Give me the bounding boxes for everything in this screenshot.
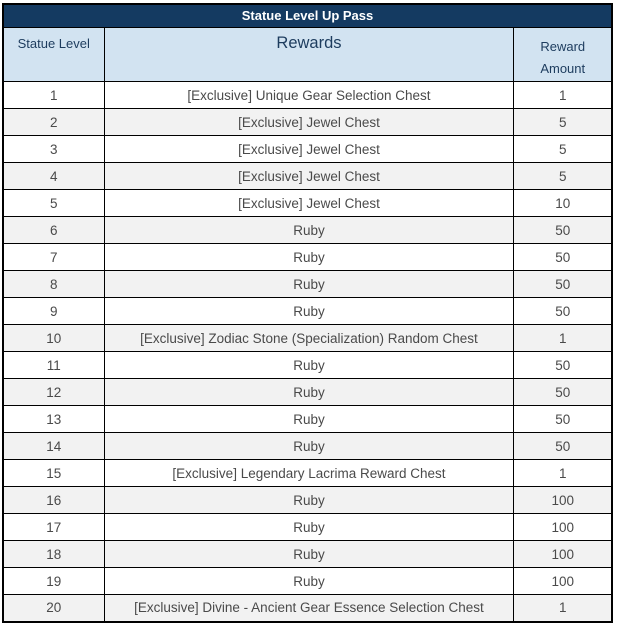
table-row [3,136,612,163]
reward-cell: Ruby [104,568,514,595]
reward-cell: Ruby [104,271,514,298]
table-row [3,82,612,109]
column-header-rewards: Rewards [104,27,514,82]
reward-amount-cell: 50 [514,244,612,271]
reward-amount-cell: 100 [514,487,612,514]
reward-cell: Ruby [104,379,514,406]
reward-amount-cell: 5 [514,136,612,163]
reward-amount-cell: 50 [514,298,612,325]
statue-level-cell: 7 [3,244,104,271]
reward-cell: Ruby [104,352,514,379]
reward-cell: [Exclusive] Unique Gear Selection Chest [104,82,514,109]
reward-amount-cell: 50 [514,352,612,379]
table-row [3,190,612,217]
reward-cell: [Exclusive] Jewel Chest [104,136,514,163]
column-header-statue-level: Statue Level [3,27,104,82]
reward-amount-cell: 100 [514,568,612,595]
reward-cell: Ruby [104,298,514,325]
reward-cell: [Exclusive] Jewel Chest [104,109,514,136]
table-row [3,541,612,568]
statue-level-cell: 10 [3,325,104,352]
table-row [3,217,612,244]
reward-amount-cell: 1 [514,82,612,109]
reward-cell: [Exclusive] Jewel Chest [104,190,514,217]
reward-cell: Ruby [104,541,514,568]
table-row [3,406,612,433]
reward-amount-cell: 50 [514,217,612,244]
statue-level-cell: 14 [3,433,104,460]
table-row [3,163,612,190]
reward-amount-cell: 1 [514,460,612,487]
statue-level-cell: 5 [3,190,104,217]
table-body [3,82,612,622]
statue-level-cell: 20 [3,595,104,622]
statue-level-cell: 1 [3,82,104,109]
table-row [3,271,612,298]
reward-amount-cell: 5 [514,109,612,136]
reward-amount-cell: 5 [514,163,612,190]
statue-level-cell: 6 [3,217,104,244]
reward-amount-cell: 50 [514,271,612,298]
title-row [3,4,612,27]
column-header-row [3,27,612,82]
reward-amount-cell: 10 [514,190,612,217]
statue-level-cell: 11 [3,352,104,379]
statue-level-cell: 8 [3,271,104,298]
column-header-reward-amount: Reward Amount [514,27,612,82]
table-row [3,487,612,514]
table-row [3,433,612,460]
statue-level-cell: 4 [3,163,104,190]
table-row [3,595,612,622]
reward-amount-cell: 50 [514,406,612,433]
table-row [3,460,612,487]
statue-level-cell: 19 [3,568,104,595]
table-row [3,325,612,352]
statue-level-cell: 15 [3,460,104,487]
statue-level-cell: 16 [3,487,104,514]
statue-level-cell: 2 [3,109,104,136]
reward-amount-cell: 1 [514,325,612,352]
reward-cell: Ruby [104,433,514,460]
table-row [3,298,612,325]
table-row [3,379,612,406]
reward-cell: Ruby [104,514,514,541]
table-row [3,352,612,379]
statue-level-cell: 3 [3,136,104,163]
reward-cell: Ruby [104,406,514,433]
reward-cell: Ruby [104,244,514,271]
statue-level-cell: 17 [3,514,104,541]
reward-amount-cell: 50 [514,379,612,406]
table-title: Statue Level Up Pass [3,4,612,27]
table-row [3,568,612,595]
reward-cell: [Exclusive] Divine - Ancient Gear Essence Selection Chest [104,595,514,622]
table-row [3,244,612,271]
statue-level-cell: 12 [3,379,104,406]
statue-level-cell: 9 [3,298,104,325]
table-row [3,514,612,541]
reward-cell: [Exclusive] Jewel Chest [104,163,514,190]
reward-amount-cell: 50 [514,433,612,460]
statue-level-up-pass-table [2,3,613,623]
reward-cell: Ruby [104,487,514,514]
table-row [3,109,612,136]
reward-amount-cell: 1 [514,595,612,622]
reward-amount-cell: 100 [514,541,612,568]
statue-level-cell: 18 [3,541,104,568]
reward-cell: Ruby [104,217,514,244]
reward-amount-cell: 100 [514,514,612,541]
statue-level-cell: 13 [3,406,104,433]
reward-cell: [Exclusive] Zodiac Stone (Specialization) Random Chest [104,325,514,352]
reward-cell: [Exclusive] Legendary Lacrima Reward Chest [104,460,514,487]
